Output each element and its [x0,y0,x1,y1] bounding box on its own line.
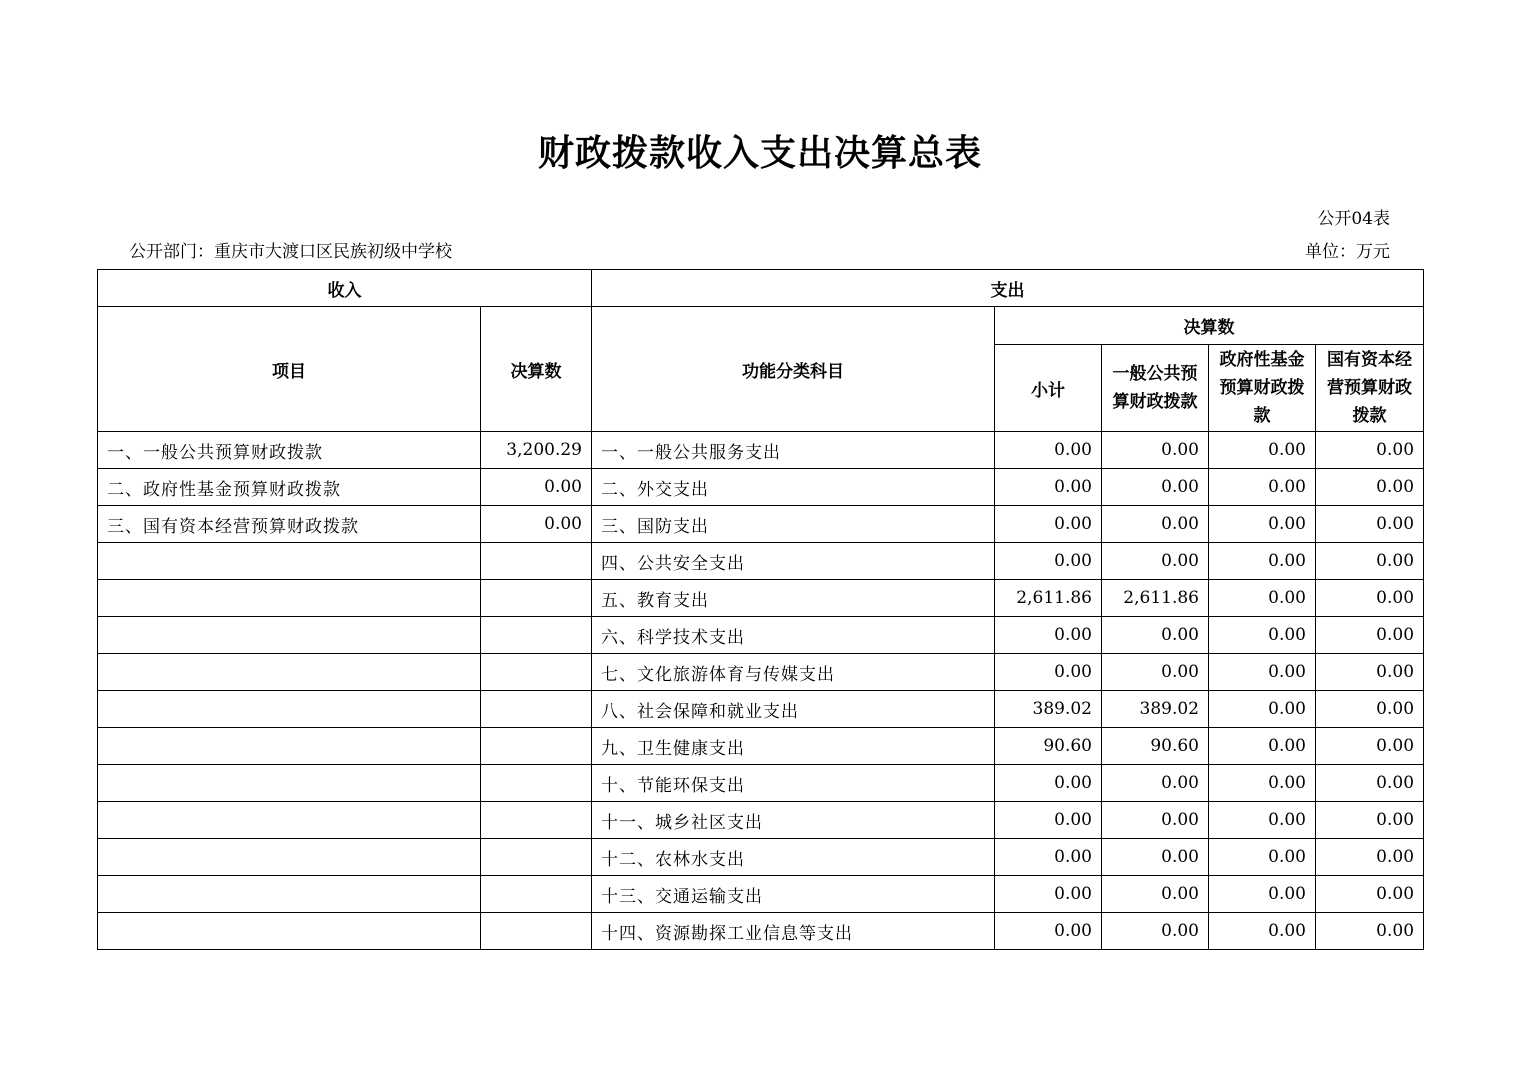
gov-fund-cell: 0.00 [1209,839,1316,876]
form-number: 公开04表 [1317,209,1390,229]
general-public-cell: 0.00 [1102,469,1209,506]
gov-fund-cell: 0.00 [1209,691,1316,728]
table-row [98,802,1424,839]
income-item-cell [98,728,481,765]
table-row [98,728,1424,765]
general-public-cell: 2,611.86 [1102,580,1209,617]
subtotal-cell: 0.00 [995,617,1102,654]
gov-fund-cell: 0.00 [1209,913,1316,950]
table-row [98,839,1424,876]
state-capital-cell: 0.00 [1316,432,1424,469]
general-public-cell: 0.00 [1102,506,1209,543]
table-row [98,543,1424,580]
department-label: 公开部门：重庆市大渡口区民族初级中学校 [129,242,452,262]
income-item-cell [98,802,481,839]
income-amount-cell: 0.00 [481,469,592,506]
fiscal-summary-table [97,269,1424,950]
gov-fund-cell: 0.00 [1209,469,1316,506]
subtotal-cell: 0.00 [995,839,1102,876]
gov-fund-cell: 0.00 [1209,432,1316,469]
state-capital-cell: 0.00 [1316,580,1424,617]
state-capital-header: 国有资本经营预算财政拨款 [1316,345,1424,432]
subtotal-cell: 389.02 [995,691,1102,728]
expense-item-cell: 九、卫生健康支出 [592,728,995,765]
state-capital-cell: 0.00 [1316,765,1424,802]
gov-fund-cell: 0.00 [1209,802,1316,839]
income-amount-cell [481,580,592,617]
gov-fund-cell: 0.00 [1209,765,1316,802]
income-item-cell [98,654,481,691]
income-amount-cell [481,802,592,839]
expense-item-cell: 十四、资源勘探工业信息等支出 [592,913,995,950]
income-header: 收入 [98,270,592,307]
expense-header: 支出 [592,270,1424,307]
general-public-cell: 0.00 [1102,876,1209,913]
general-public-cell: 0.00 [1102,913,1209,950]
general-public-cell: 389.02 [1102,691,1209,728]
income-amount-cell [481,876,592,913]
state-capital-cell: 0.00 [1316,691,1424,728]
state-capital-cell: 0.00 [1316,617,1424,654]
general-public-cell: 0.00 [1102,617,1209,654]
state-capital-cell: 0.00 [1316,506,1424,543]
subtotal-cell: 90.60 [995,728,1102,765]
state-capital-cell: 0.00 [1316,469,1424,506]
income-item-cell [98,913,481,950]
income-amount-cell [481,691,592,728]
income-item-cell [98,691,481,728]
income-item-cell: 一、一般公共预算财政拨款 [98,432,481,469]
general-public-cell: 0.00 [1102,802,1209,839]
gov-fund-cell: 0.00 [1209,728,1316,765]
table-row [98,506,1424,543]
subtotal-cell: 0.00 [995,506,1102,543]
general-public-cell: 0.00 [1102,543,1209,580]
subtotal-cell: 0.00 [995,876,1102,913]
income-amount-cell: 3,200.29 [481,432,592,469]
income-item-cell [98,543,481,580]
gov-fund-cell: 0.00 [1209,876,1316,913]
expense-item-cell: 十三、交通运输支出 [592,876,995,913]
table-row [98,876,1424,913]
table-row [98,469,1424,506]
table-row [98,654,1424,691]
expense-item-cell: 七、文化旅游体育与传媒支出 [592,654,995,691]
gov-fund-cell: 0.00 [1209,506,1316,543]
general-public-cell: 0.00 [1102,654,1209,691]
table-row [98,913,1424,950]
expense-item-cell: 十、节能环保支出 [592,765,995,802]
amount-header: 决算数 [481,307,592,432]
expense-item-cell: 四、公共安全支出 [592,543,995,580]
income-item-cell [98,765,481,802]
income-amount-cell [481,839,592,876]
income-amount-cell [481,765,592,802]
expense-item-cell: 二、外交支出 [592,469,995,506]
income-amount-cell [481,913,592,950]
expense-item-cell: 十二、农林水支出 [592,839,995,876]
page-title: 财政拨款收入支出决算总表 [537,133,982,174]
subtotal-cell: 2,611.86 [995,580,1102,617]
subtotal-header: 小计 [995,345,1102,432]
state-capital-cell: 0.00 [1316,543,1424,580]
general-public-header: 一般公共预算财政拨款 [1102,345,1209,432]
state-capital-cell: 0.00 [1316,839,1424,876]
gov-fund-cell: 0.00 [1209,543,1316,580]
function-category-header: 功能分类科目 [592,307,995,432]
expense-item-cell: 六、科学技术支出 [592,617,995,654]
final-amount-header: 决算数 [995,307,1424,345]
state-capital-cell: 0.00 [1316,802,1424,839]
subtotal-cell: 0.00 [995,432,1102,469]
subtotal-cell: 0.00 [995,913,1102,950]
general-public-cell: 90.60 [1102,728,1209,765]
subtotal-cell: 0.00 [995,654,1102,691]
expense-item-cell: 三、国防支出 [592,506,995,543]
income-item-cell: 三、国有资本经营预算财政拨款 [98,506,481,543]
item-header: 项目 [98,307,481,432]
state-capital-cell: 0.00 [1316,876,1424,913]
subtotal-cell: 0.00 [995,765,1102,802]
income-item-cell [98,876,481,913]
table-row [98,617,1424,654]
general-public-cell: 0.00 [1102,839,1209,876]
income-amount-cell [481,617,592,654]
state-capital-cell: 0.00 [1316,654,1424,691]
table-row [98,691,1424,728]
expense-item-cell: 五、教育支出 [592,580,995,617]
table-row [98,580,1424,617]
subtotal-cell: 0.00 [995,543,1102,580]
subtotal-cell: 0.00 [995,802,1102,839]
expense-item-cell: 一、一般公共服务支出 [592,432,995,469]
gov-fund-cell: 0.00 [1209,654,1316,691]
income-item-cell [98,617,481,654]
state-capital-cell: 0.00 [1316,728,1424,765]
income-amount-cell [481,654,592,691]
subtotal-cell: 0.00 [995,469,1102,506]
income-item-cell: 二、政府性基金预算财政拨款 [98,469,481,506]
income-amount-cell [481,543,592,580]
expense-item-cell: 八、社会保障和就业支出 [592,691,995,728]
gov-fund-cell: 0.00 [1209,580,1316,617]
income-item-cell [98,839,481,876]
general-public-cell: 0.00 [1102,432,1209,469]
gov-fund-header: 政府性基金预算财政拨款 [1209,345,1316,432]
income-amount-cell: 0.00 [481,506,592,543]
table-row [98,765,1424,802]
expense-item-cell: 十一、城乡社区支出 [592,802,995,839]
income-amount-cell [481,728,592,765]
state-capital-cell: 0.00 [1316,913,1424,950]
income-item-cell [98,580,481,617]
table-body [98,432,1424,950]
gov-fund-cell: 0.00 [1209,617,1316,654]
table-row [98,432,1424,469]
unit-label: 单位：万元 [1305,242,1390,262]
general-public-cell: 0.00 [1102,765,1209,802]
